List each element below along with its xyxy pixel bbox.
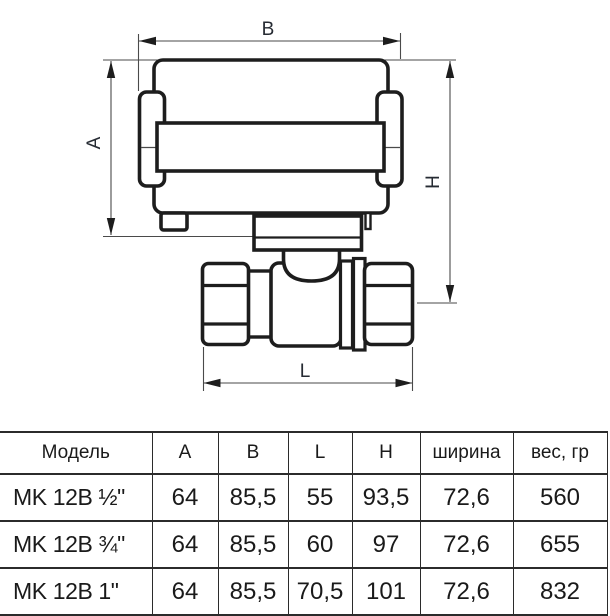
adapter-neck <box>254 216 362 250</box>
actuator-front-bar <box>157 123 384 171</box>
header-l: L <box>288 432 352 474</box>
actuator-bottom-tab <box>161 213 187 230</box>
table-row <box>0 568 607 615</box>
header-weight: вес, гр <box>513 432 607 474</box>
dimension-label-H: H <box>423 175 444 189</box>
table-row <box>0 474 607 521</box>
value-cell: 64 <box>152 474 218 521</box>
right-nut <box>365 264 413 345</box>
value-cell: 70,5 <box>288 568 352 615</box>
value-cell: 560 <box>513 474 607 521</box>
value-cell: 72,6 <box>420 474 513 521</box>
table-row <box>0 521 607 568</box>
header-h: H <box>352 432 420 474</box>
value-cell: 85,5 <box>218 474 288 521</box>
left-nut <box>203 264 249 345</box>
model-cell: MK 12B ¾" <box>0 521 152 568</box>
union-ring-inner <box>341 261 353 348</box>
value-cell: 60 <box>288 521 352 568</box>
value-cell: 64 <box>152 521 218 568</box>
value-cell: 55 <box>288 474 352 521</box>
value-cell: 85,5 <box>218 521 288 568</box>
header-width: ширина <box>420 432 513 474</box>
value-cell: 72,6 <box>420 568 513 615</box>
value-cell: 101 <box>352 568 420 615</box>
actuator-bottom-pin <box>366 213 371 229</box>
dimension-label-B: B <box>261 19 275 40</box>
stem-dome <box>284 249 340 281</box>
header-b: B <box>218 432 288 474</box>
model-cell: MK 12B 1" <box>0 568 152 615</box>
table-header-row <box>0 432 607 474</box>
left-connector <box>247 271 272 337</box>
dimensions-table <box>0 431 608 616</box>
value-cell: 85,5 <box>218 568 288 615</box>
header-model: Модель <box>0 432 152 474</box>
value-cell: 72,6 <box>420 521 513 568</box>
value-cell: 832 <box>513 568 607 615</box>
header-a: A <box>152 432 218 474</box>
value-cell: 97 <box>352 521 420 568</box>
value-cell: 64 <box>152 568 218 615</box>
dimension-label-A: A <box>84 136 105 150</box>
value-cell: 655 <box>513 521 607 568</box>
value-cell: 93,5 <box>352 474 420 521</box>
dimension-label-L: L <box>299 361 311 382</box>
model-cell: MK 12B ½" <box>0 474 152 521</box>
